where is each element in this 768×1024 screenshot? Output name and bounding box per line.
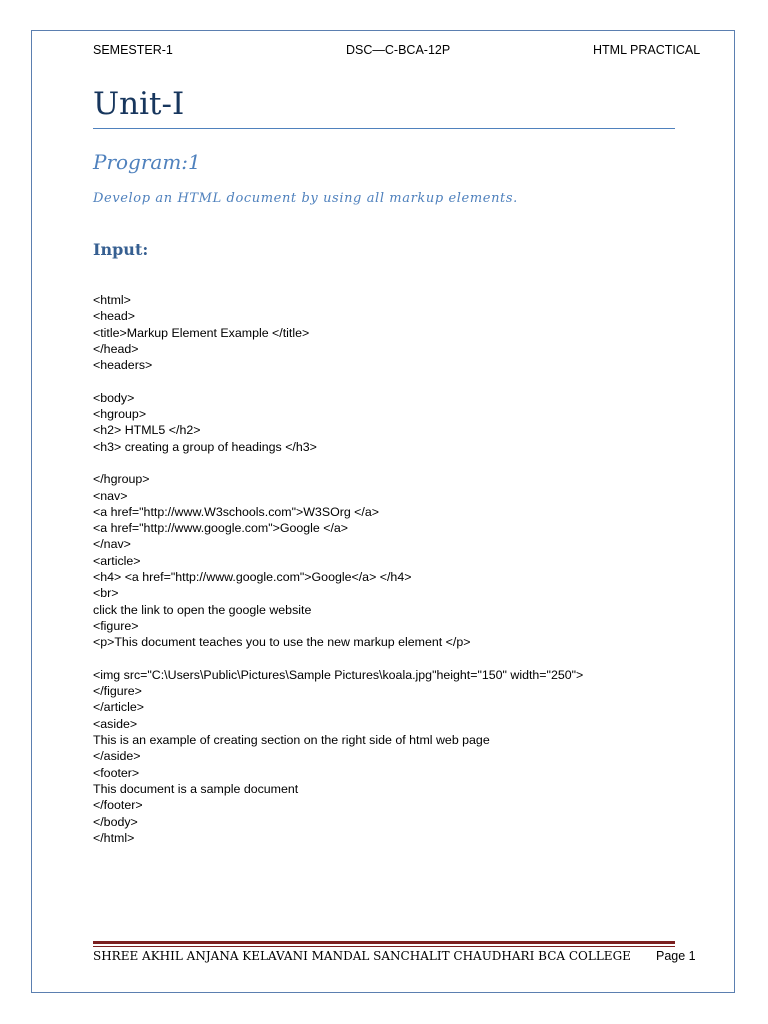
footer-page-number: Page 1: [656, 949, 696, 963]
code-line: <title>Markup Element Example </title>: [93, 325, 310, 340]
code-line: [93, 651, 693, 667]
code-line: </body>: [93, 814, 138, 829]
header-semester: SEMESTER-1: [93, 43, 173, 57]
code-line: click the link to open the google website: [93, 602, 312, 617]
code-line: </nav>: [93, 537, 131, 552]
footer-rule-thick: [93, 941, 675, 944]
code-line: </head>: [93, 341, 139, 356]
footer-rule-thin: [93, 946, 675, 947]
code-line: <a href="http://www.google.com">Google </a>: [93, 521, 349, 536]
header-course-code: DSC—C-BCA-12P: [346, 43, 451, 57]
footer-college-name: SHREE AKHIL ANJANA KELAVANI MANDAL SANCHALIT CHAUDHARI BCA COLLEGE: [93, 949, 631, 963]
program-description: Develop an HTML document by using all markup elements.: [93, 191, 518, 206]
code-listing: [93, 292, 693, 846]
header-subject: HTML PRACTICAL: [593, 43, 701, 57]
code-line: </article>: [93, 700, 144, 715]
code-line: </aside>: [93, 749, 141, 764]
code-line: <footer>: [93, 765, 140, 780]
code-line: <nav>: [93, 488, 128, 503]
title-underline: [93, 128, 675, 129]
code-line: <h2> HTML5 </h2>: [93, 423, 201, 438]
code-line: </figure>: [93, 684, 142, 699]
code-line: <article>: [93, 553, 141, 568]
code-line: This is an example of creating section on the right side of html web page: [93, 733, 490, 748]
code-line: <aside>: [93, 716, 138, 731]
code-line: <a href="http://www.W3schools.com">W3SOrg </a>: [93, 504, 379, 519]
code-line: <img src="C:\Users\Public\Pictures\Sample Pictures\koala.jpg"height="150" width="250">: [93, 667, 584, 682]
code-line: </footer>: [93, 798, 143, 813]
unit-title: Unit-I: [93, 86, 185, 122]
code-line: [93, 373, 693, 389]
code-line: <head>: [93, 309, 136, 324]
code-line: <h3> creating a group of headings </h3>: [93, 439, 317, 454]
code-line: <headers>: [93, 358, 153, 373]
code-line: </hgroup>: [93, 472, 150, 487]
code-line: <figure>: [93, 618, 139, 633]
code-line: <body>: [93, 390, 135, 405]
code-line: <p>This document teaches you to use the new markup element </p>: [93, 635, 471, 650]
code-line: [93, 455, 693, 471]
code-line: <hgroup>: [93, 407, 147, 422]
code-line: This document is a sample document: [93, 781, 299, 796]
code-line: <br>: [93, 586, 119, 601]
code-line: <h4> <a href="http://www.google.com">Google</a> </h4>: [93, 570, 412, 585]
code-line: <html>: [93, 293, 131, 307]
input-heading: Input:: [93, 240, 149, 259]
program-title: Program:1: [93, 150, 201, 174]
code-line: </html>: [93, 830, 135, 845]
